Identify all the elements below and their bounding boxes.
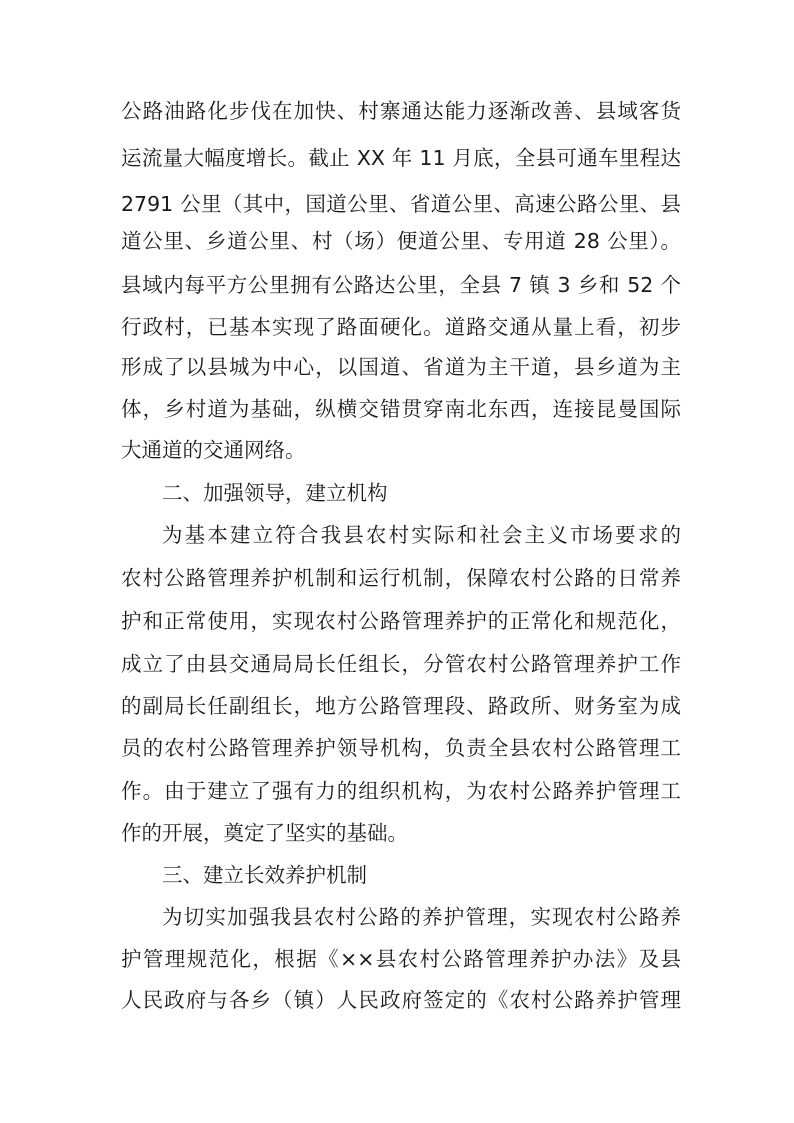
paragraph-line: 员的农村公路管理养护领导机构，负责全县农村公路管理工 <box>121 736 681 760</box>
paragraph-line: 护管理规范化，根据《××县农村公路管理养护办法》及县 <box>121 947 681 971</box>
section-heading: 二、加强领导，建立机构 <box>162 481 388 505</box>
paragraph-line: 道公里、乡道公里、村（场）便道公里、专用道 28 公里）。 <box>121 229 681 253</box>
section-heading: 三、建立长效养护机制 <box>162 863 367 887</box>
paragraph-line: 为切实加强我县农村公路的养护管理，实现农村公路养 <box>162 905 681 929</box>
paragraph-line: 行政村，已基本实现了路面硬化。道路交通从量上看，初步 <box>121 315 681 339</box>
paragraph-line: 农村公路管理养护机制和运行机制，保障农村公路的日常养 <box>121 566 681 590</box>
paragraph-line: 大通道的交通网络。 <box>121 438 306 462</box>
paragraph-line: 成立了由县交通局局长任组长，分管农村公路管理养护工作 <box>121 652 681 676</box>
paragraph-line: 县域内每平方公里拥有公路达公里，全县 7 镇 3 乡和 52 个 <box>121 273 681 297</box>
paragraph-line: 2791 公里（其中，国道公里、省道公里、高速公路公里、县 <box>121 192 681 216</box>
paragraph-line: 的副局长任副组长，地方公路管理段、路政所、财务室为成 <box>121 694 681 718</box>
paragraph-line: 运流量大幅度增长。截止 XX 年 11 月底，全县可通车里程达 <box>121 146 681 170</box>
paragraph-line: 形成了以县城为中心，以国道、省道为主干道，县乡道为主 <box>121 355 681 379</box>
paragraph-line: 体，乡村道为基础，纵横交错贯穿南北东西，连接昆曼国际 <box>121 397 681 421</box>
paragraph-line: 作的开展，奠定了坚实的基础。 <box>121 821 408 845</box>
paragraph-line: 人民政府与各乡（镇）人民政府签定的《农村公路养护管理 <box>121 988 681 1012</box>
paragraph-line: 作。由于建立了强有力的组织机构，为农村公路养护管理工 <box>121 779 681 803</box>
paragraph-line: 为基本建立符合我县农村实际和社会主义市场要求的 <box>162 523 681 547</box>
paragraph-line: 公路油路化步伐在加快、村寨通达能力逐渐改善、县域客货 <box>121 99 681 123</box>
paragraph-line: 护和正常使用，实现农村公路管理养护的正常化和规范化， <box>121 609 681 633</box>
